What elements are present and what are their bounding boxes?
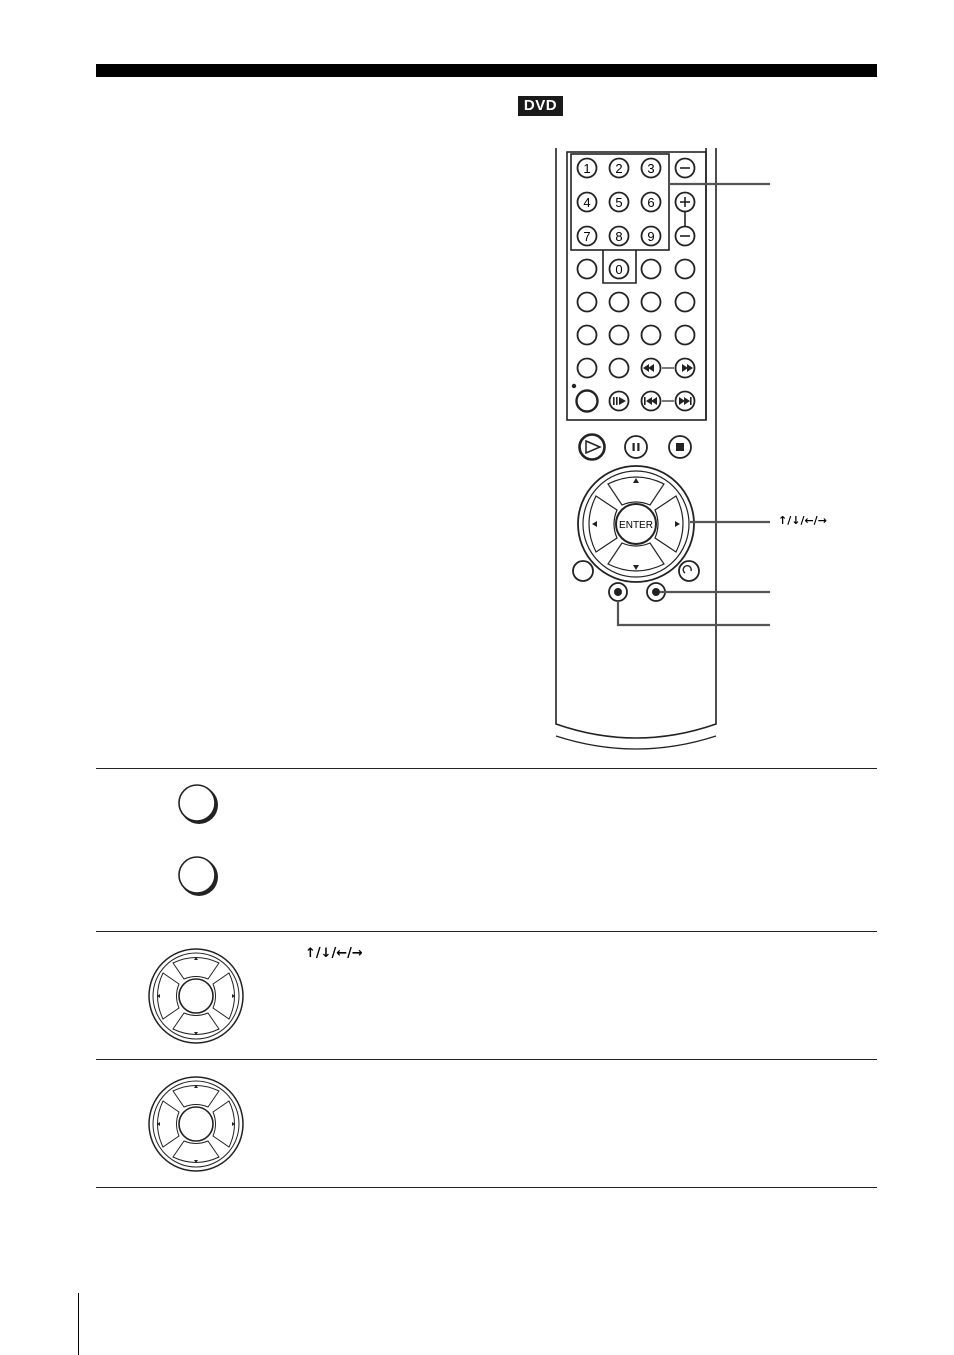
key-7-label: 7 (583, 229, 591, 244)
callout-cursor-keys-label: ↑/↓/←/→ (778, 514, 827, 527)
key-1-label: 1 (583, 161, 591, 176)
key-3-label: 3 (647, 161, 655, 176)
key-2-label: 2 (615, 161, 623, 176)
table-row-divider (96, 931, 877, 932)
dvd-badge: DVD (518, 96, 563, 116)
key-0-label: 0 (615, 262, 623, 277)
round-button-icon (172, 778, 232, 838)
key-8-label: 8 (615, 229, 623, 244)
round-button-icon (172, 850, 232, 910)
table-row-divider (96, 1059, 877, 1060)
key-5-label: 5 (615, 195, 623, 210)
page-margin-rule (78, 1293, 79, 1355)
table-bottom-rule (96, 1187, 877, 1188)
key-6-label: 6 (647, 195, 655, 210)
directional-pad-icon (146, 1074, 246, 1174)
remote-enter-label: ENTER (619, 520, 653, 531)
table-top-rule (96, 768, 877, 769)
cursor-keys-label: ↑/↓/←/→ (305, 946, 363, 961)
key-9-label: 9 (647, 229, 655, 244)
directional-pad-icon (146, 946, 246, 1046)
key-4-label: 4 (583, 195, 591, 210)
